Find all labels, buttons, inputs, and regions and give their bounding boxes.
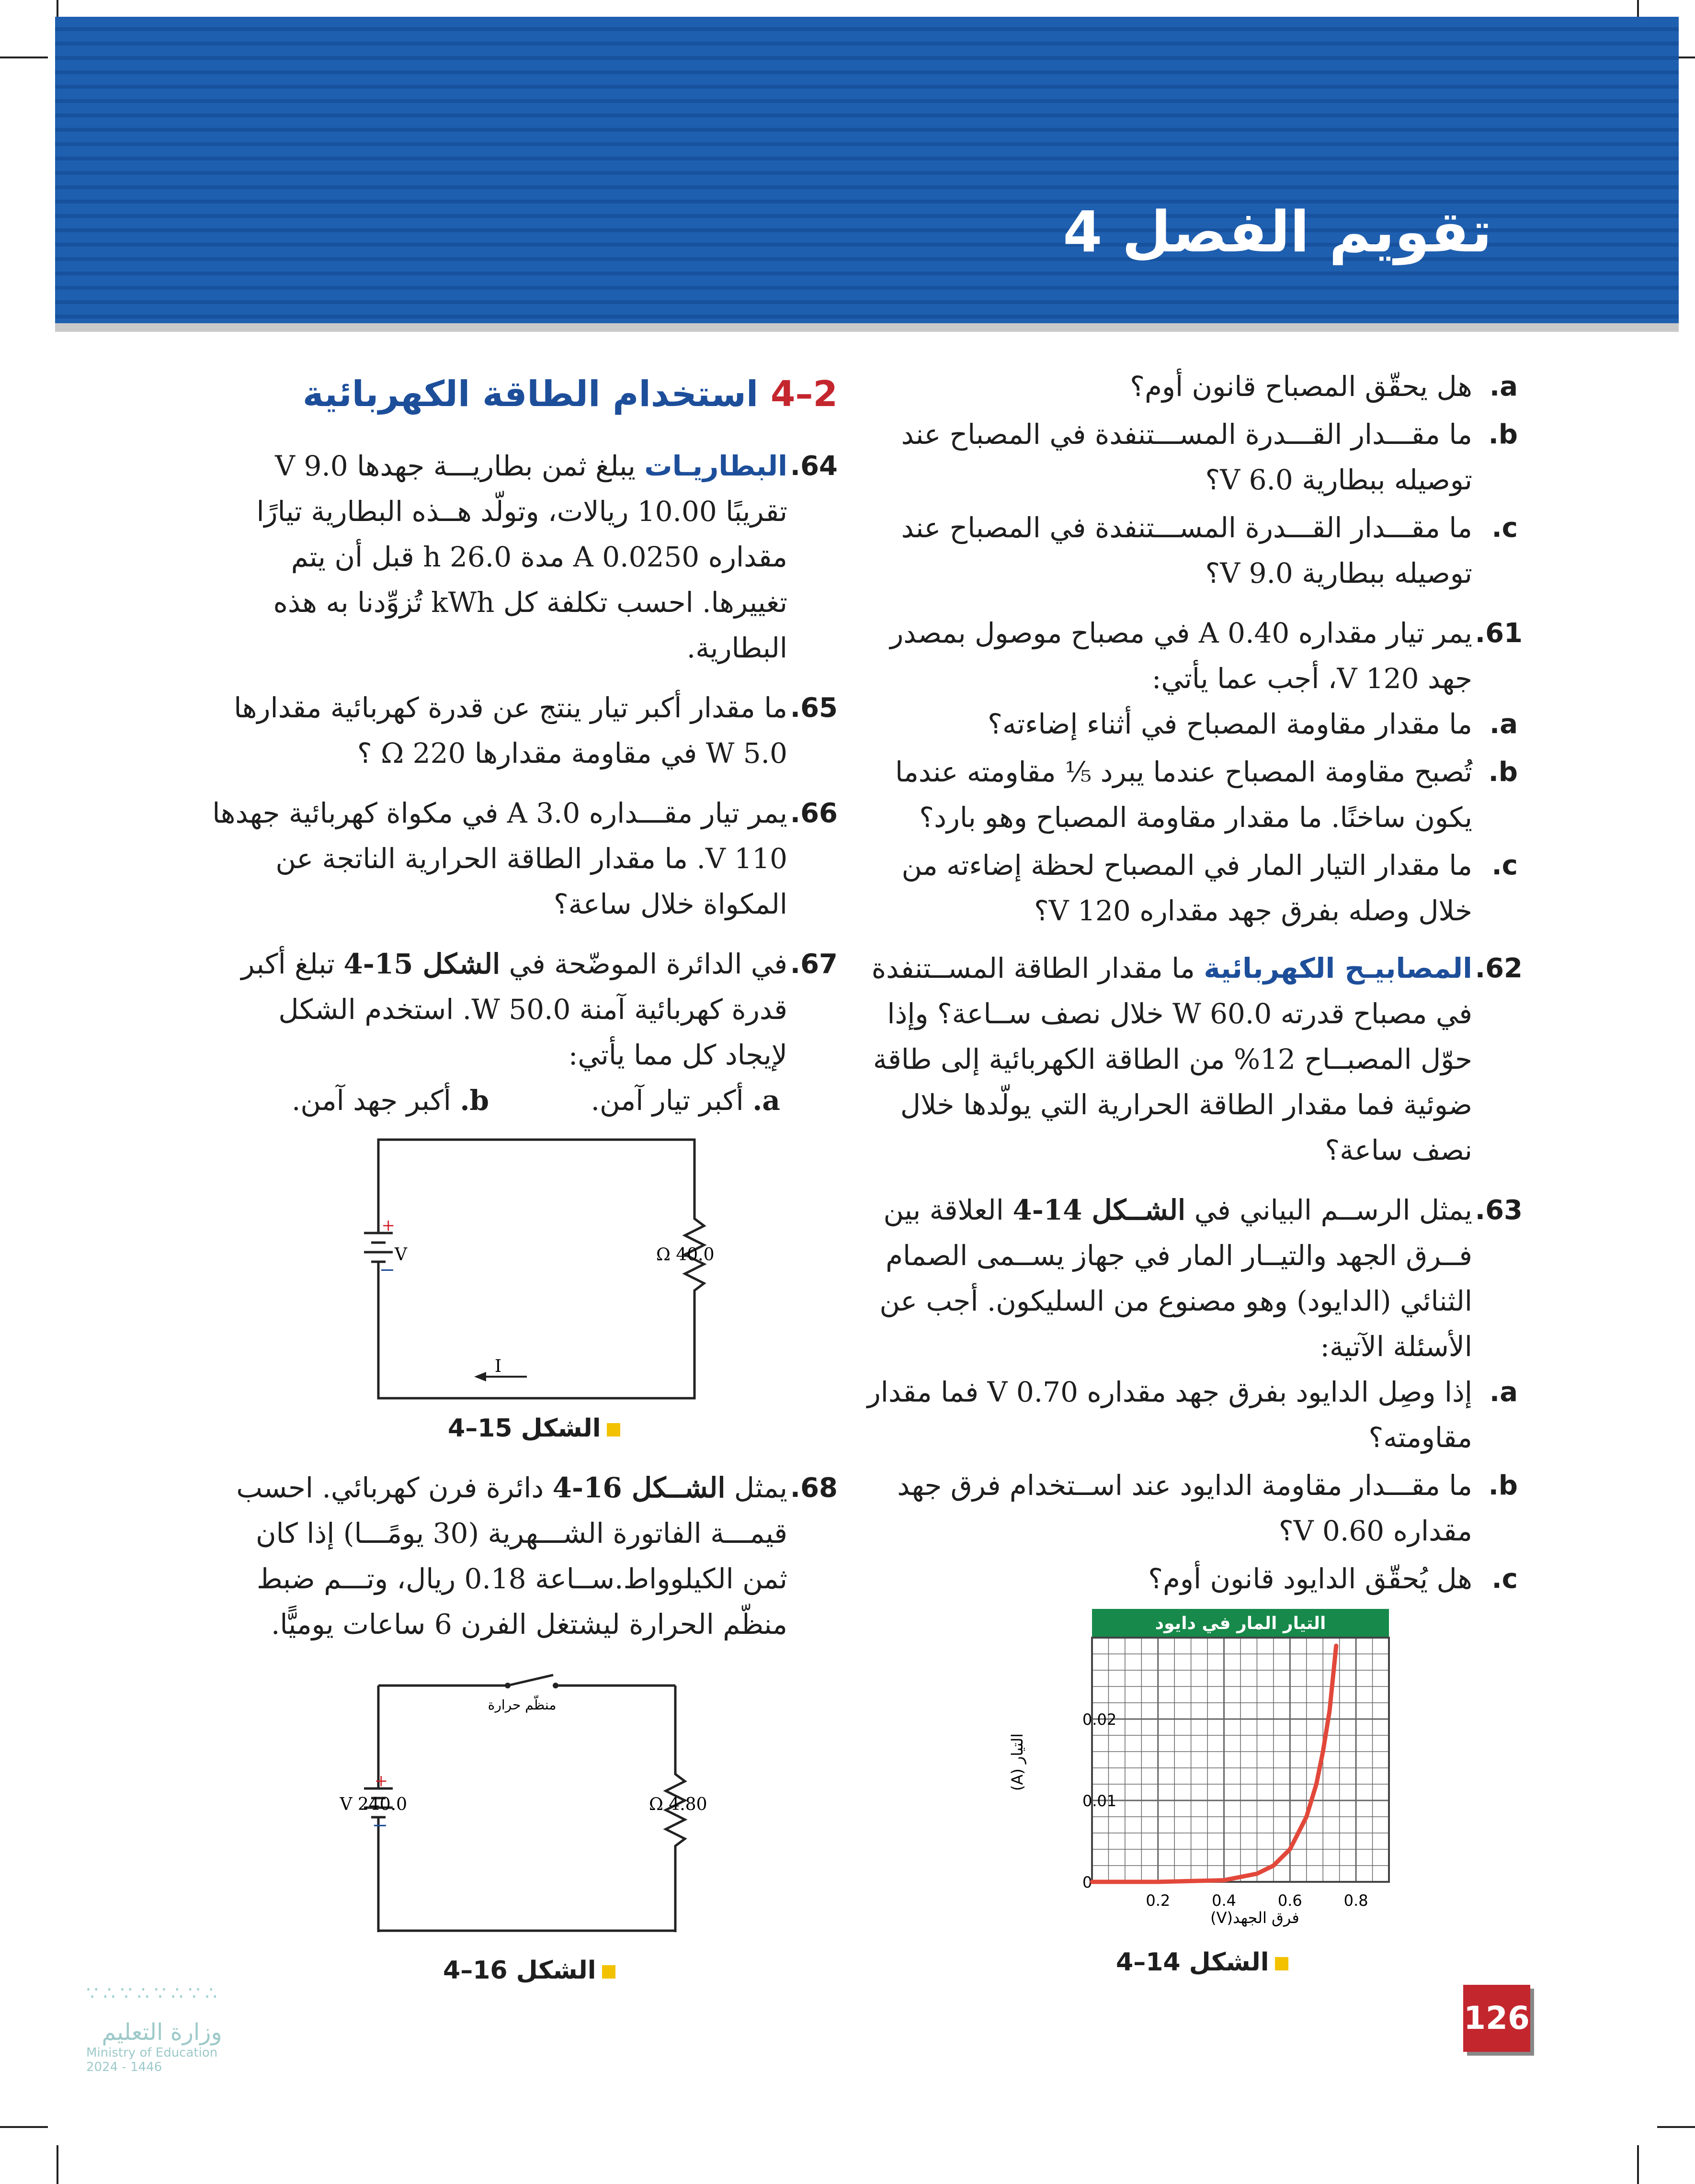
chart-y-ticks (1082, 1710, 1116, 1891)
y-tick-label: 0 (1082, 1873, 1092, 1891)
question-63: 63. يمثل الرســم البياني في الشــكل 14-4 العلاقة بين فــرق الجهد والتيــار المار في جهاز يســمى الصمام الثنائي (الدايود) وهو مصنوع من السليكون. أجب عن الأسئلة الآتية: (879, 1194, 1523, 1363)
chart-x-ticks (1146, 1891, 1368, 1910)
crop-mark (0, 2126, 48, 2128)
q67-part-b: b. أكبر جهد آمن. (292, 1084, 489, 1117)
crop-mark (1657, 2126, 1695, 2128)
question-68: 68. يمثل الشــكل 16-4 دائرة فرن كهربائي. احسب قيمـــة الفاتورة الشـــهرية (30 يومًـــا) إذا كان ثمن الكيلوواط.ســاعة 0.18 ريال، وتـــم ضبط منظّم الحرارة ليشتغل الفرن 6 ساعات يوميًّا. (236, 1471, 838, 1641)
caption-marker (602, 1965, 615, 1979)
section-heading: 2–4 استخدام الطاقة الكهربائية (302, 373, 838, 415)
q67-part-a: a. أكبر تيار آمن. (591, 1084, 780, 1117)
question-61: 61. يمر تيار مقداره 0.40 A في مصباح موصول بمصدر جهد 120 V، أجب عما يأتي: (890, 617, 1523, 695)
chapter-title: تقويم الفصل 4 (1063, 199, 1492, 265)
resistor-label: 4.80 Ω (649, 1795, 707, 1814)
chart-title: التيار المار في دايود (1155, 1614, 1326, 1633)
switch-contact (505, 1683, 511, 1688)
x-tick-label: 0.8 (1343, 1891, 1368, 1910)
switch-label: منظّم حرارة (488, 1697, 557, 1713)
battery-minus: − (379, 1259, 395, 1281)
q60-part-a: a. هل يحقّق المصباح قانون أوم؟ (1130, 370, 1518, 403)
circuit-wire (378, 1140, 694, 1398)
watermark-year: 2024 - 1446 (86, 2060, 162, 2074)
question-67: 67. في الدائرة الموضّحة في الشكل 15-4 تبلغ أكبر قدرة كهربائية آمنة 50.0 W. استخدم الشكل لإيجاد كل مما يأتي: (241, 948, 838, 1071)
crop-mark (0, 57, 48, 58)
q67-parts (210, 1078, 838, 1123)
caption-marker (1275, 1957, 1288, 1970)
page-number: 126 (1463, 1985, 1530, 2052)
y-tick-label: 0.01 (1082, 1792, 1117, 1810)
caption-marker (607, 1423, 620, 1437)
q61-part-b: b. تُصبح مقاومة المصباح عندما يبرد ⅕ مقاومته عندما يكون ساخنًا. ما مقدار مقاومة المصباح وهو بارد؟ (895, 756, 1518, 834)
current-label: I (494, 1357, 502, 1376)
logo-dots-icon: ∴∵∴∵∴∵∴∵ (86, 1982, 222, 2004)
q61-part-c: c. ما مقدار التيار المار في المصباح لحظة إضاءته من خلال وصله بفرق جهد مقداره 120 V؟ (901, 849, 1518, 927)
battery-plus: + (374, 1771, 388, 1790)
y-tick-label: 0.02 (1082, 1710, 1117, 1729)
q60-part-b: b. ما مقـــدار القـــدرة المســـتنفدة في المصباح عند توصيله ببطارية 6.0 V؟ (901, 418, 1518, 496)
left-column (210, 364, 838, 1143)
q63-part-a: a. إذا وصِل الدايود بفرق جهد مقداره 0.70 V فما مقدار مقاومته؟ (867, 1376, 1518, 1454)
battery-label: V (395, 1245, 407, 1265)
q63-part-b: b. ما مقـــدار مقاومة الدايود عند اســتخدام فرق جهد مقداره 0.60 V؟ (897, 1469, 1518, 1547)
battery-plus: + (381, 1216, 395, 1235)
x-tick-label: 0.6 (1277, 1891, 1302, 1910)
right-column (842, 364, 1523, 1604)
x-tick-label: 0.2 (1146, 1891, 1171, 1910)
crop-mark (57, 2145, 58, 2184)
battery-minus: − (372, 1814, 388, 1836)
chart-grid (1092, 1638, 1389, 1882)
question-66: 66. يمر تيار مقـــداره 3.0 A في مكواة كهربائية جهدها 110 V. ما مقدار الطاقة الحرارية الناتجة عن المكواة خلال ساعة؟ (212, 797, 838, 920)
figure-15-caption: الشكل 15–4 (448, 1414, 620, 1443)
resistor-label: 40.0 Ω (656, 1245, 715, 1265)
crop-mark (1637, 2145, 1639, 2184)
switch-contact (553, 1683, 558, 1688)
thermostat-switch (508, 1675, 553, 1686)
q60-part-c: c. ما مقـــدار القـــدرة المســـتنفدة في المصباح عند توصيله ببطارية 9.0 V؟ (901, 511, 1518, 589)
chapter-banner (55, 17, 1679, 323)
q61-part-a: a. ما مقدار مقاومة المصباح في أثناء إضاءته؟ (988, 708, 1518, 740)
diode-chart (987, 1604, 1408, 1939)
question-65: 65. ما مقدار أكبر تيار ينتج عن قدرة كهربائية مقدارها 5.0 W في مقاومة مقدارها 220 Ω ؟ (234, 691, 838, 769)
circuit-figure-15 (369, 1130, 715, 1408)
chart-y-label: التيار (A) (1008, 1733, 1026, 1791)
q63-part-c: c. هل يُحقّق الدايود قانون أوم؟ (1148, 1562, 1518, 1595)
watermark-name: وزارة التعليم (102, 2019, 222, 2046)
chart-series-line (1092, 1646, 1336, 1882)
chart-x-label: فرق الجهد(V) (1210, 1909, 1299, 1927)
battery-label: 240.0 V (340, 1795, 407, 1814)
figure-16-caption: الشكل 16–4 (443, 1956, 615, 1985)
watermark-english: Ministry of Education (86, 2046, 218, 2060)
circuit-figure-16 (340, 1671, 707, 1939)
x-tick-label: 0.4 (1212, 1891, 1237, 1910)
question-64: 64. البطاريـات يبلغ ثمن بطاريـــة جهدها 9.0 V تقريبًا 10.00 ريالات، وتولّد هــذه البطارية تيارًا مقداره 0.0250 A مدة 26.0 h قبل أن يتم تغييرها. احسب تكلفة كل kWh تُزوِّدنا به هذه البطارية. (256, 450, 838, 664)
figure-14-caption: الشكل 14–4 (1116, 1948, 1288, 1977)
question-62: 62. المصابيـح الكهربائية ما مقدار الطاقة المســتنفدة في مصباح قدرته 60.0 W خلال نصف ســاعة؟ وإذا حوّل المصبــاح 12% من الطاقة الكهربائية إلى طاقة ضوئية فما مقدار الطاقة الحرارية التي يولّدها خلال نصف ساعة؟ (871, 952, 1523, 1166)
current-arrowhead (474, 1372, 486, 1381)
ministry-watermark (86, 1982, 222, 2074)
